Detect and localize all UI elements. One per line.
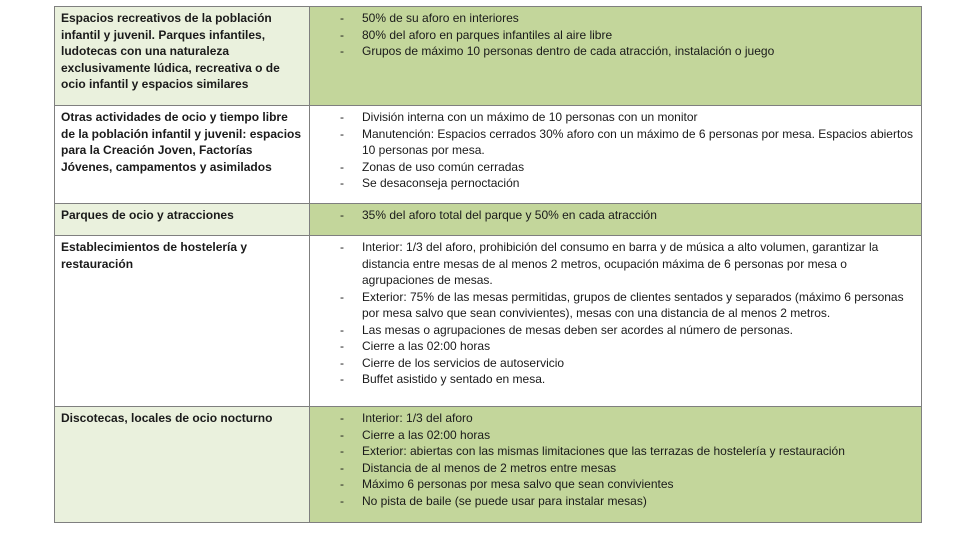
list-item: - Exterior: abiertas con las mismas limitaciones que las terrazas de hostelería y restauración bbox=[316, 443, 915, 460]
row-content bbox=[310, 106, 922, 204]
list-item: - Manutención: Espacios cerrados 30% aforo con un máximo de 6 personas por mesa. Espacios abiertos 10 personas por mesa. bbox=[316, 126, 915, 159]
row-content bbox=[310, 204, 922, 236]
table-row bbox=[55, 7, 922, 106]
list-item: - Distancia de al menos de 2 metros entre mesas bbox=[316, 460, 915, 477]
list-item: - Buffet asistido y sentado en mesa. bbox=[316, 371, 915, 388]
regulations-table bbox=[54, 6, 922, 523]
row-label: Parques de ocio y atracciones bbox=[55, 204, 310, 236]
item-list bbox=[316, 109, 915, 192]
table-row bbox=[55, 407, 922, 523]
list-item: - 50% de su aforo en interiores bbox=[316, 10, 915, 27]
list-item: - Interior: 1/3 del aforo, prohibición del consumo en barra y de música a alto volumen, garantizar la distancia entre mesas de al menos 2 metros, ocupación máxima de 6 personas por mesa o agrupaciones de mesas. bbox=[316, 239, 915, 289]
item-list bbox=[316, 207, 915, 224]
list-item: - Grupos de máximo 10 personas dentro de cada atracción, instalación o juego bbox=[316, 43, 915, 60]
list-item: - Zonas de uso común cerradas bbox=[316, 159, 915, 176]
list-item: - Se desaconseja pernoctación bbox=[316, 175, 915, 192]
row-content bbox=[310, 7, 922, 106]
list-item: - Máximo 6 personas por mesa salvo que sean convivientes bbox=[316, 476, 915, 493]
row-label: Espacios recreativos de la población infantil y juvenil. Parques infantiles, ludotecas con una naturaleza exclusivamente lúdica, recreativa o de ocio infantil y espacios similares bbox=[55, 7, 310, 106]
table-row bbox=[55, 204, 922, 236]
list-item: - Cierre a las 02:00 horas bbox=[316, 338, 915, 355]
list-item: - División interna con un máximo de 10 personas con un monitor bbox=[316, 109, 915, 126]
list-item: - Las mesas o agrupaciones de mesas deben ser acordes al número de personas. bbox=[316, 322, 915, 339]
list-item: - Exterior: 75% de las mesas permitidas, grupos de clientes sentados y separados (máximo 6 personas por mesa salvo que sean convivientes), mesas con una distancia de al menos 2 metros. bbox=[316, 289, 915, 322]
item-list bbox=[316, 239, 915, 388]
row-content bbox=[310, 236, 922, 407]
list-item: - 80% del aforo en parques infantiles al aire libre bbox=[316, 27, 915, 44]
table-row bbox=[55, 236, 922, 407]
list-item: - No pista de baile (se puede usar para instalar mesas) bbox=[316, 493, 915, 510]
row-label: Otras actividades de ocio y tiempo libre de la población infantil y juvenil: espacios para la Creación Joven, Factorías Jóvenes, campamentos y asimilados bbox=[55, 106, 310, 204]
row-content bbox=[310, 407, 922, 523]
list-item: - Cierre a las 02:00 horas bbox=[316, 427, 915, 444]
item-list bbox=[316, 10, 915, 60]
row-label: Discotecas, locales de ocio nocturno bbox=[55, 407, 310, 523]
item-list bbox=[316, 410, 915, 509]
table-row bbox=[55, 106, 922, 204]
list-item: - 35% del aforo total del parque y 50% en cada atracción bbox=[316, 207, 915, 224]
row-label: Establecimientos de hostelería y restauración bbox=[55, 236, 310, 407]
list-item: - Interior: 1/3 del aforo bbox=[316, 410, 915, 427]
list-item: - Cierre de los servicios de autoservicio bbox=[316, 355, 915, 372]
